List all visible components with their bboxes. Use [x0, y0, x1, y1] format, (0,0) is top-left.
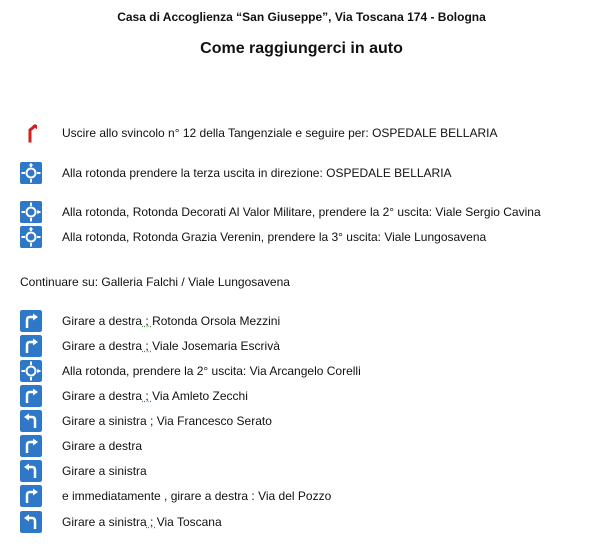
step-action: Girare a destra	[62, 439, 143, 453]
step-turn-right	[18, 485, 598, 507]
step-target: Via Amleto Zecchi	[152, 389, 248, 403]
step-turn-right	[18, 385, 598, 407]
step-turn-left	[18, 511, 598, 533]
step-turn-right	[18, 335, 598, 357]
roundabout-icon	[20, 226, 42, 248]
step-roundabout	[18, 201, 598, 223]
turn-right-icon	[20, 385, 42, 407]
turn-left-icon	[20, 410, 42, 432]
step-separator: ;	[142, 314, 153, 328]
step-action: Alla rotonda, prendere la 2° uscita: Via Arcangelo Corelli	[62, 364, 361, 378]
step-action: Girare a sinistra	[62, 414, 147, 428]
continue-text: Continuare su: Galleria Falchi / Viale Lungosavena	[20, 275, 290, 289]
step-separator: ;	[142, 389, 153, 403]
step-text: Alla rotonda prendere la terza uscita in direzione: OSPEDALE BELLARIA	[62, 166, 452, 180]
step-roundabout	[18, 162, 598, 184]
step-action: Girare a sinistra	[62, 515, 147, 529]
turn-left-icon	[20, 460, 42, 482]
step-action: Girare a destra	[62, 389, 143, 403]
step-turn-left	[18, 460, 598, 482]
step-target: Via Toscana	[156, 515, 222, 529]
roundabout-icon	[20, 201, 42, 223]
turn-right-icon	[20, 435, 42, 457]
step-separator: ;	[146, 515, 157, 529]
step-target: Rotonda Orsola Mezzini	[152, 314, 281, 328]
page-title: Come raggiungerci in auto	[200, 40, 403, 57]
step-roundabout	[18, 226, 598, 248]
step-target: Viale Josemaria Escrivà	[152, 339, 280, 353]
roundabout-icon	[20, 360, 42, 382]
turn-right-icon	[20, 335, 42, 357]
step-roundabout	[18, 360, 598, 382]
step-text: Alla rotonda, Rotonda Grazia Verenin, prendere la 3° uscita: Viale Lungosavena	[62, 230, 487, 244]
turn-right-icon	[20, 310, 42, 332]
roundabout-icon	[20, 162, 42, 184]
step-exit	[18, 122, 598, 144]
step-turn-right	[18, 435, 598, 457]
step-action: e immediatamente , girare a destra : Via del Pozzo	[62, 489, 332, 503]
turn-right-icon	[20, 485, 42, 507]
step-action: Girare a sinistra	[62, 464, 147, 478]
step-separator: ;	[146, 414, 157, 428]
step-action: Girare a destra	[62, 314, 143, 328]
turn-left-icon	[20, 511, 42, 533]
step-turn-right	[18, 310, 598, 332]
step-text: Alla rotonda, Rotonda Decorati Al Valor Militare, prendere la 2° uscita: Viale Sergio Cavina	[62, 205, 541, 219]
document-header: Casa di Accoglienza “San Giuseppe”, Via Toscana 174 - Bologna	[117, 10, 486, 24]
exit-icon	[20, 122, 42, 144]
step-turn-left	[18, 410, 598, 432]
step-text: Uscire allo svincolo n° 12 della Tangenziale e seguire per: OSPEDALE BELLARIA	[62, 126, 498, 140]
step-action: Girare a destra	[62, 339, 143, 353]
step-separator: ;	[142, 339, 153, 353]
continue-line	[18, 271, 598, 293]
step-target: Via Francesco Serato	[156, 414, 272, 428]
